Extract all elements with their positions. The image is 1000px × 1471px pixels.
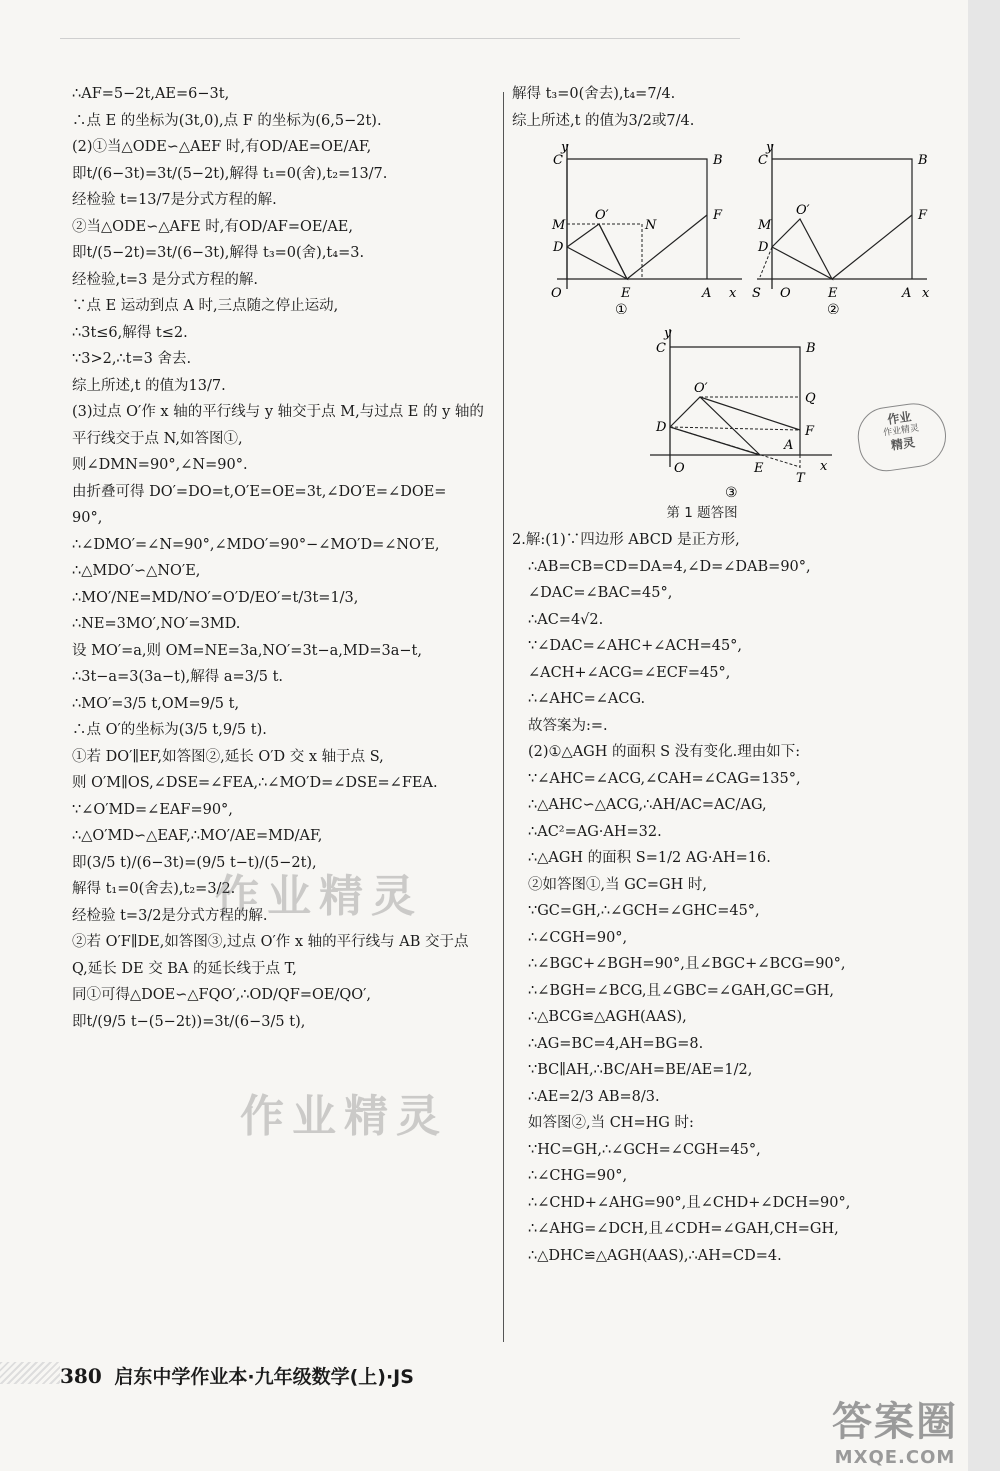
text-line: 综上所述,t 的值为13/7. xyxy=(72,377,226,394)
fig2-label-o: O xyxy=(780,286,791,301)
fig2-number: ② xyxy=(827,302,840,314)
text-line: ∵点 E 运动到点 A 时,三点随之停止运动, xyxy=(72,298,339,314)
fig3-number: ③ xyxy=(725,485,738,499)
text-line: ∴AE=2/3 AB=8/3. xyxy=(528,1088,660,1105)
text-line: ①若 DO′∥EF,如答图②,延长 O′D 交 x 轴于点 S, xyxy=(72,748,384,765)
text-line: 即t/(6−3t)=3t/(5−2t),解得 t₁=0(舍),t₂=13/7. xyxy=(72,165,388,182)
fig2-label-m: M xyxy=(758,218,772,233)
text-line: (2)①当△ODE∽△AEF 时,有OD/AE=OE/AF, xyxy=(72,139,372,155)
text-line: ∴点 O′的坐标为(3/5 t,9/5 t). xyxy=(72,722,267,738)
text-line: ∴∠DMO′=∠N=90°,∠MDO′=90°−∠MO′D=∠NO′E, xyxy=(72,536,440,553)
text-line: (3)过点 O′作 x 轴的平行线与 y 轴交于点 M,与过点 E 的 y 轴的 xyxy=(72,404,484,420)
text-line: Q,延长 DE 交 BA 的延长线于点 T, xyxy=(72,960,297,977)
text-line: ∴MO′=3/5 t,OM=9/5 t, xyxy=(72,695,240,712)
fig3-label-x: x xyxy=(820,459,828,474)
text-line: 解得 t₁=0(舍去),t₂=3/2. xyxy=(72,881,236,897)
text-line: ∴∠AHC=∠ACG. xyxy=(528,691,646,707)
top-rule xyxy=(60,38,740,39)
watermark-1: 作业精灵 xyxy=(215,871,423,922)
text-line: ∵∠AHC=∠ACG,∠CAH=∠CAG=135°, xyxy=(528,770,801,787)
logo-line-2: MXQE.COM xyxy=(834,1447,956,1468)
fig2-label-s: S xyxy=(752,286,761,301)
fig1-label-e: E xyxy=(621,286,631,301)
text-line: 2.解:(1)∵四边形 ABCD 是正方形, xyxy=(512,532,740,548)
text-line: ∴3t≤6,解得 t≤2. xyxy=(72,324,188,341)
text-line: ∴3t−a=3(3a−t),解得 a=3/5 t. xyxy=(72,669,284,685)
text-line: ②如答图①,当 GC=GH 时, xyxy=(528,876,707,893)
text-line: 经检验,t=3 是分式方程的解. xyxy=(72,271,259,288)
text-line: ∵∠DAC=∠AHC+∠ACH=45°, xyxy=(528,638,743,654)
text-line: 由折叠可得 DO′=DO=t,O′E=OE=3t,∠DO′E=∠DOE= xyxy=(72,483,447,500)
fig2-label-f: F xyxy=(918,208,928,223)
text-line: ∴AB=CB=CD=DA=4,∠D=∠DAB=90°, xyxy=(528,558,811,575)
fig1-label-o: O xyxy=(551,286,562,301)
right-column-bottom xyxy=(512,532,892,1265)
fig3-label-c: C xyxy=(656,341,666,356)
fig2-label-e: E xyxy=(828,286,838,301)
book-title: 启东中学作业本·九年级数学(上)·JS xyxy=(114,1366,414,1388)
text-line: 即t/(9/5 t−(5−2t))=3t/(6−3/5 t), xyxy=(72,1013,306,1030)
fig3-label-t: T xyxy=(796,471,805,486)
footer xyxy=(60,1362,414,1389)
fig2-label-a: A xyxy=(902,286,912,301)
fig2-label-c: C xyxy=(758,153,768,168)
text-line: ∴MO′/NE=MD/NO′=O′D/EO′=t/3t=1/3, xyxy=(72,589,359,606)
fig1-label-m: M xyxy=(552,218,566,233)
figure-2 xyxy=(752,139,937,314)
fig3-label-e: E xyxy=(754,461,764,476)
fig2-label-x: x xyxy=(922,286,930,301)
stamp-bottom: 精灵 xyxy=(890,435,916,453)
text-line: 故答案为:=. xyxy=(528,717,608,734)
text-line: ∵BC∥AH,∴BC/AH=BE/AE=1/2, xyxy=(528,1062,753,1078)
text-line: ∴AC²=AG·AH=32. xyxy=(528,823,662,840)
fig2-label-d: D xyxy=(758,240,769,255)
fig1-number: ① xyxy=(615,302,628,314)
text-line: ∴∠CGH=90°, xyxy=(528,929,628,946)
page-edge-shadow xyxy=(968,0,1000,1471)
text-line: ∴△DHC≌△AGH(AAS),∴AH=CD=4. xyxy=(528,1247,782,1264)
column-divider xyxy=(503,92,504,1342)
figure-row-1 xyxy=(512,139,930,319)
text-line: ∴NE=3MO′,NO′=3MD. xyxy=(72,616,241,632)
figure-3 xyxy=(642,327,842,499)
fig3-label-o: O xyxy=(674,461,685,476)
text-line: 设 MO′=a,则 OM=NE=3a,NO′=3t−a,MD=3a−t, xyxy=(72,642,422,659)
right-column-top xyxy=(512,86,892,130)
text-line: ∴AF=5−2t,AE=6−3t, xyxy=(72,86,230,102)
text-line: 综上所述,t 的值为3/2或7/4. xyxy=(512,112,695,129)
text-line: ∴∠BGH=∠BCG,且∠GBC=∠GAH,GC=GH, xyxy=(528,982,835,999)
site-logo xyxy=(820,1390,970,1470)
fig3-label-y: y xyxy=(664,327,672,341)
fig3-label-f: F xyxy=(805,424,815,439)
text-line: 即t/(5−2t)=3t/(6−3t),解得 t₃=0(舍),t₄=3. xyxy=(72,245,365,261)
fig3-label-o-prime: O′ xyxy=(694,381,708,396)
stamp-title: 作业 xyxy=(886,409,913,427)
text-line: ∠DAC=∠BAC=45°, xyxy=(528,585,673,601)
text-line: 经检验 t=13/7是分式方程的解. xyxy=(72,192,277,208)
text-line: ∴∠CHG=90°, xyxy=(528,1168,628,1184)
text-line: ∠ACH+∠ACG=∠ECF=45°, xyxy=(528,664,731,681)
text-line: ∴△O′MD∽△EAF,∴MO′/AE=MD/AF, xyxy=(72,828,323,844)
fig3-label-d: D xyxy=(656,420,667,435)
figure-row-2 xyxy=(512,327,892,499)
watermark-2: 作业精灵 xyxy=(240,1091,448,1142)
figure-caption: 第 1 题答图 xyxy=(666,505,738,521)
fig1-label-n: N xyxy=(645,218,657,233)
text-line: ②当△ODE∽△AFE 时,有OD/AF=OE/AE, xyxy=(72,218,353,235)
text-line: ∴点 E 的坐标为(3t,0),点 F 的坐标为(6,5−2t). xyxy=(72,112,382,129)
text-line: 平行线交于点 N,如答图①, xyxy=(72,430,243,447)
figure-1 xyxy=(537,139,752,314)
text-line: ∴∠BGC+∠BGH=90°,且∠BGC+∠BCG=90°, xyxy=(528,956,846,972)
fig1-label-y: y xyxy=(561,140,569,155)
logo-line-1: 答案圈 xyxy=(832,1399,958,1445)
text-line: ∵3>2,∴t=3 舍去. xyxy=(72,351,192,367)
text-line: ∴AC=4√2. xyxy=(528,611,604,628)
fig2-label-y: y xyxy=(766,140,774,155)
text-line: 则∠DMN=90°,∠N=90°. xyxy=(72,457,248,473)
fig1-label-c: C xyxy=(553,153,563,168)
fig1-label-d: D xyxy=(553,240,564,255)
text-line: ∵HC=GH,∴∠GCH=∠CGH=45°, xyxy=(528,1141,761,1158)
text-line: 即(3/5 t)/(6−3t)=(9/5 t−t)/(5−2t), xyxy=(72,854,317,871)
text-line: 经检验 t=3/2是分式方程的解. xyxy=(72,907,268,924)
fig3-label-a: A xyxy=(784,438,794,453)
fig1-label-x: x xyxy=(729,286,737,301)
fig3-label-q: Q xyxy=(805,391,816,406)
text-line: 则 O′M∥OS,∠DSE=∠FEA,∴∠MO′D=∠DSE=∠FEA. xyxy=(72,775,438,791)
fig2-label-b: B xyxy=(918,153,928,168)
text-line: 90°, xyxy=(72,510,103,526)
text-line: ∵GC=GH,∴∠GCH=∠GHC=45°, xyxy=(528,903,760,919)
text-line: ②若 O′F∥DE,如答图③,过点 O′作 x 轴的平行线与 AB 交于点 xyxy=(72,934,469,950)
fig1-label-o-prime: O′ xyxy=(595,208,609,223)
text-line: ∴AG=BC=4,AH=BG=8. xyxy=(528,1035,704,1052)
footer-stripes xyxy=(0,1362,60,1384)
text-line: ∴△BCG≌△AGH(AAS), xyxy=(528,1009,687,1025)
text-line: 解得 t₃=0(舍去),t₄=7/4. xyxy=(512,86,676,102)
text-line: ∴△MDO′∽△NO′E, xyxy=(72,563,201,579)
stamp-middle: 作业精灵 xyxy=(882,423,920,439)
fig1-label-b: B xyxy=(713,153,723,168)
text-line: ∴△AHC∽△ACG,∴AH/AC=AC/AG, xyxy=(528,797,767,813)
page-number: 380 xyxy=(60,1364,102,1388)
fig2-label-o-prime: O′ xyxy=(796,203,810,218)
text-line: 同①可得△DOE∽△FQO′,∴OD/QF=OE/QO′, xyxy=(72,987,372,1003)
text-line: ∴△AGH 的面积 S=1/2 AG·AH=16. xyxy=(528,850,771,866)
fig3-label-b: B xyxy=(806,341,816,356)
text-line: ∴∠CHD+∠AHG=90°,且∠CHD+∠DCH=90°, xyxy=(528,1194,851,1211)
fig1-label-f: F xyxy=(713,208,723,223)
text-line: 如答图②,当 CH=HG 时: xyxy=(528,1115,694,1131)
text-line: ∴∠AHG=∠DCH,且∠CDH=∠GAH,CH=GH, xyxy=(528,1221,839,1237)
fig1-label-a: A xyxy=(702,286,712,301)
text-line: (2)①△AGH 的面积 S 没有变化.理由如下: xyxy=(528,744,801,760)
text-line: ∵∠O′MD=∠EAF=90°, xyxy=(72,801,233,818)
